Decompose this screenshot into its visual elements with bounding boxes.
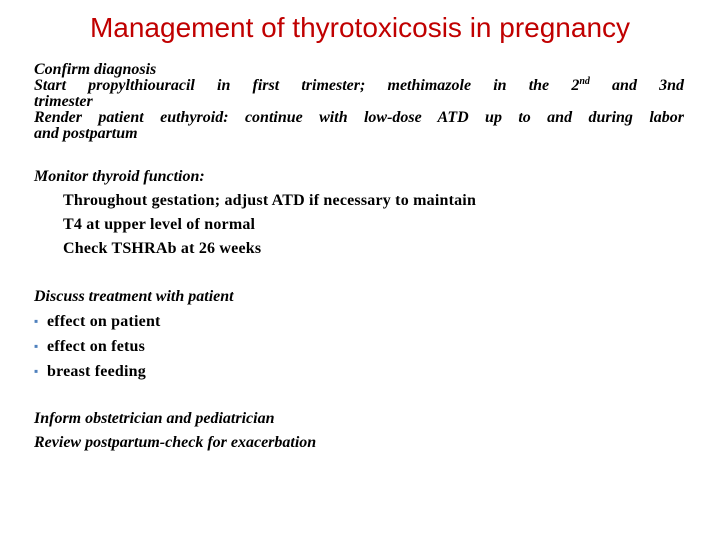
bullet-item [34,334,684,359]
bullet-text: effect on patient [47,313,161,330]
bullet-item [34,309,684,334]
monitor-item: Check TSHRAb at 26 weeks [63,240,262,257]
section-inform [34,407,684,455]
section-monitor-thyroid [34,165,684,261]
start-ptu-text: Start propylthiouracil in first trimester; methimazole in the 2 [34,77,580,94]
bullet-item [34,359,684,384]
bullet-text: effect on fetus [47,338,146,355]
monitor-heading: Monitor thyroid function: [34,168,205,185]
review-line: Review postpartum-check for exacerbation [34,434,317,451]
start-ptu-suffix: and 3nd [589,77,685,94]
ordinal-superscript: nd [579,76,590,87]
square-bullet-icon: ▪ [34,339,39,353]
slide-title: Management of thyrotoxicosis in pregnancy [89,12,631,43]
start-ptu-line [34,78,684,94]
section-discuss-treatment [34,285,684,384]
postpartum-line: and postpartum [34,125,138,142]
monitor-item: T4 at upper level of normal [63,216,256,233]
discuss-heading: Discuss treatment with patient [34,288,234,305]
bullet-text: breast feeding [47,363,146,380]
square-bullet-icon: ▪ [34,364,39,378]
monitor-item: Throughout gestation; adjust ATD if necessary to maintain [63,192,477,209]
confirm-diagnosis-line: Confirm diagnosis [34,61,157,78]
euthyroid-line: Render patient euthyroid: continue with low-dose ATD up to and during labor [34,109,684,126]
inform-line: Inform obstetrician and pediatrician [34,410,275,427]
slide-body [34,62,684,455]
square-bullet-icon: ▪ [34,314,39,328]
trimester-line: trimester [34,93,93,110]
section-confirm-diagnosis [34,62,684,142]
